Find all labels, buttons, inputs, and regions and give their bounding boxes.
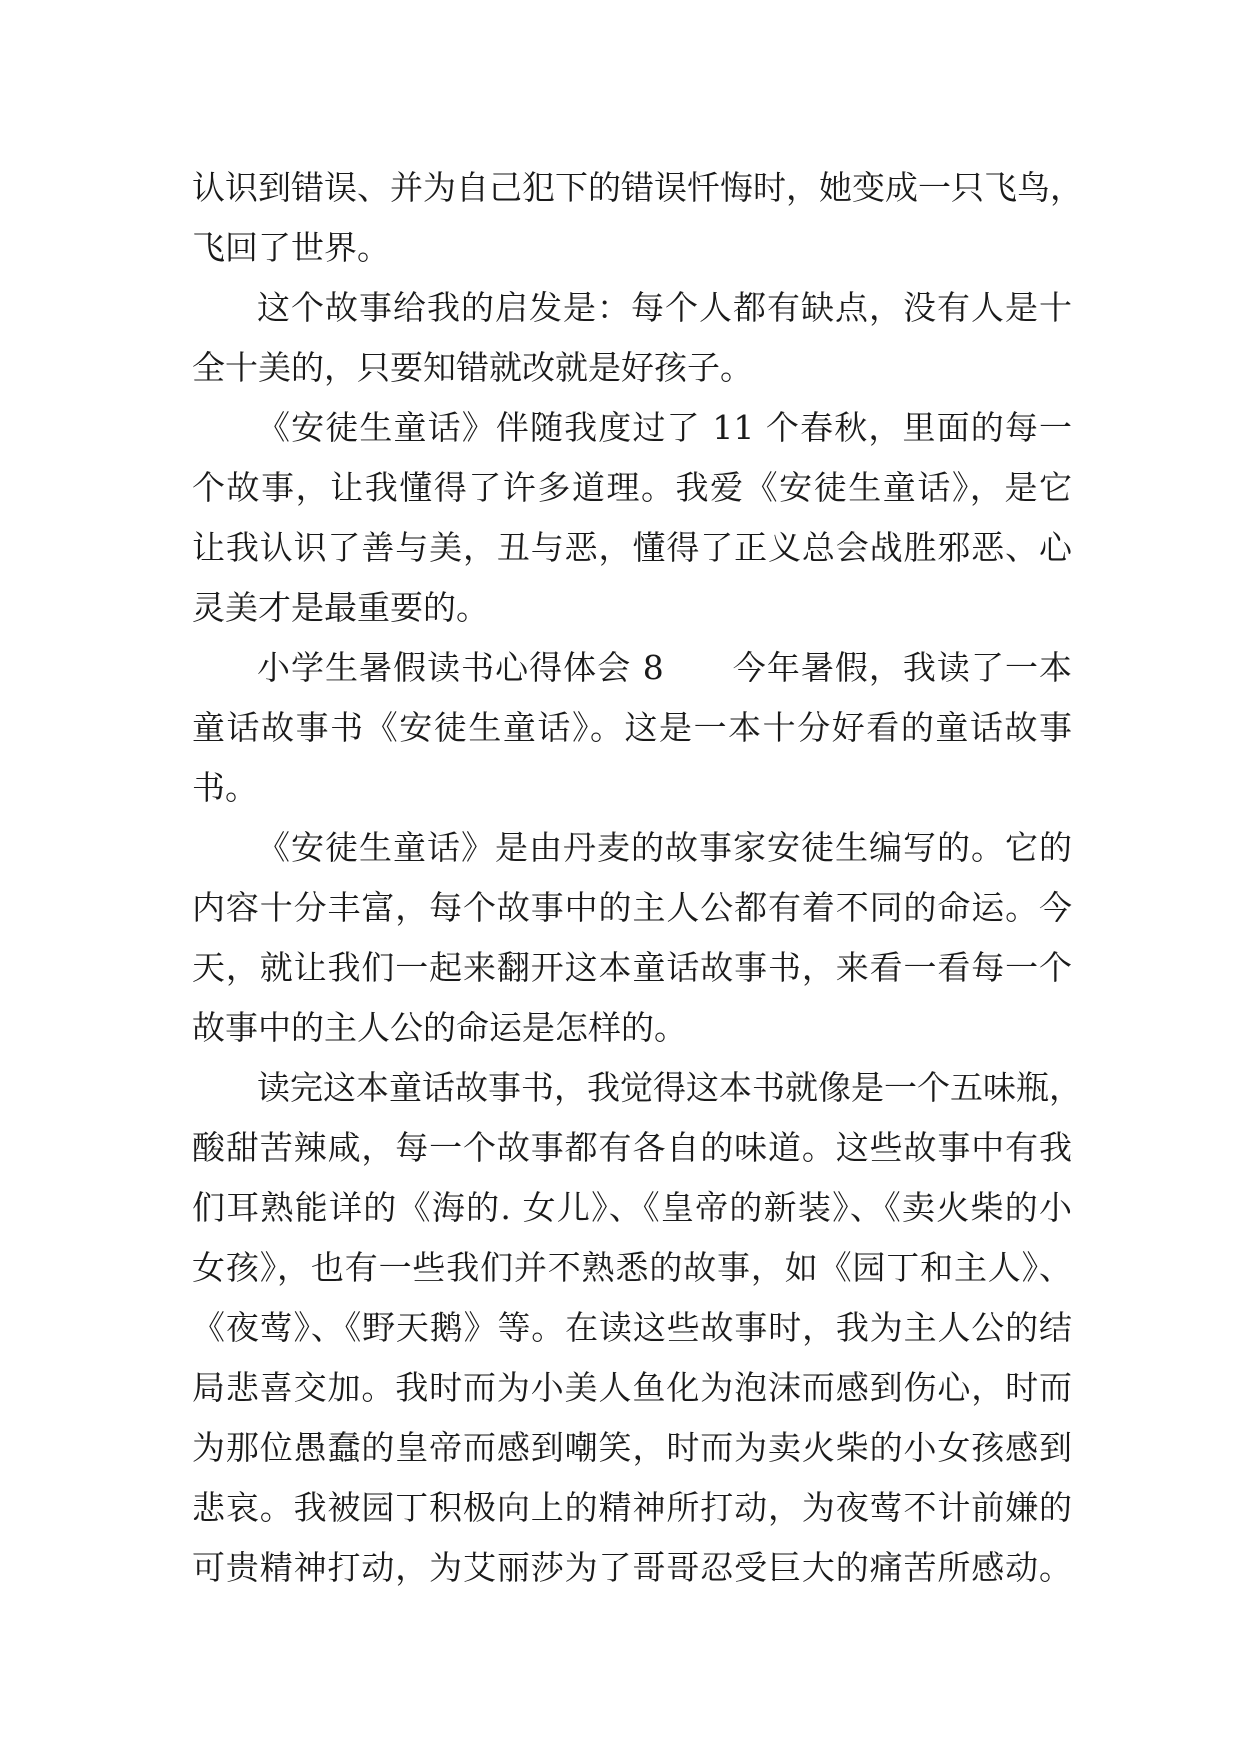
text-line: 读完这本童话故事书，我觉得这本书就像是一个五味瓶， <box>257 1068 1082 1107</box>
text-line: 们耳熟能详的《海的. 女儿》、《皇帝的新装》、《卖火柴的小 <box>192 1188 1072 1227</box>
text-line: 《安徒生童话》伴随我度过了 11 个春秋，里面的每一 <box>257 408 1072 447</box>
text-line: 天，就让我们一起来翻开这本童话故事书，来看一看每一个 <box>192 948 1072 987</box>
text-line: 故事中的主人公的命运是怎样的。 <box>192 1008 687 1047</box>
text-line: 可贵精神打动，为艾丽莎为了哥哥忍受巨大的痛苦所感动。 <box>192 1548 1072 1587</box>
text-line: 女孩》，也有一些我们并不熟悉的故事，如《园丁和主人》、 <box>192 1248 1072 1287</box>
text-line: 让我认识了善与美，丑与恶，懂得了正义总会战胜邪恶、心 <box>192 528 1072 567</box>
text-line: 书。 <box>192 768 258 807</box>
text-line: 认识到错误、并为自己犯下的错误忏悔时，她变成一只飞鸟， <box>192 168 1083 207</box>
text-line: 灵美才是最重要的。 <box>192 588 489 627</box>
text-line: 酸甜苦辣咸，每一个故事都有各自的味道。这些故事中有我 <box>192 1128 1072 1167</box>
text-line: 《夜莺》、《野天鹅》等。在读这些故事时，我为主人公的结 <box>192 1308 1072 1347</box>
text-line: 《安徒生童话》是由丹麦的故事家安徒生编写的。它的 <box>257 828 1072 867</box>
text-line: 局悲喜交加。我时而为小美人鱼化为泡沫而感到伤心，时而 <box>192 1368 1072 1407</box>
text-line: 飞回了世界。 <box>192 228 390 267</box>
text-line: 个故事，让我懂得了许多道理。我爱《安徒生童话》，是它 <box>192 468 1072 507</box>
text-line: 全十美的，只要知错就改就是好孩子。 <box>192 348 753 387</box>
text-line: 内容十分丰富，每个故事中的主人公都有着不同的命运。今 <box>192 888 1072 927</box>
text-line: 悲哀。我被园丁积极向上的精神所打动，为夜莺不计前嫌的 <box>192 1488 1072 1527</box>
text-line: 这个故事给我的启发是：每个人都有缺点，没有人是十 <box>257 288 1072 327</box>
text-line: 小学生暑假读书心得体会 8 今年暑假，我读了一本 <box>257 648 1072 687</box>
text-line: 童话故事书《安徒生童话》。这是一本十分好看的童话故事 <box>192 708 1072 747</box>
text-line: 为那位愚蠢的皇帝而感到嘲笑，时而为卖火柴的小女孩感到 <box>192 1428 1072 1467</box>
